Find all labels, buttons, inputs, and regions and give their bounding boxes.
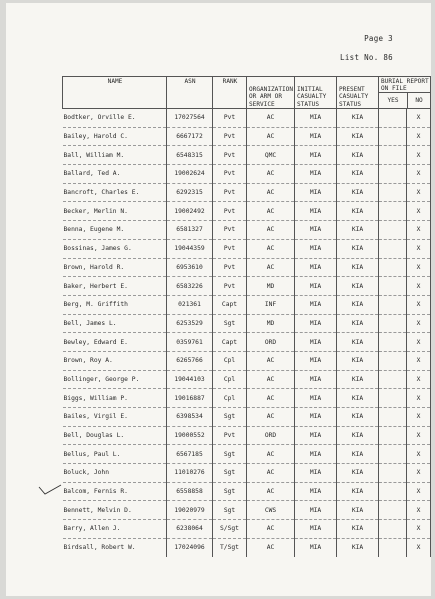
cell-burial-no: X <box>407 501 431 520</box>
cell-initial-status: MIA <box>295 351 337 370</box>
cell-burial-yes <box>379 146 407 165</box>
cell-rank: Sgt <box>213 464 247 483</box>
cell-initial-status: MIA <box>295 426 337 445</box>
table-row <box>63 408 431 427</box>
cell-rank: Sgt <box>213 314 247 333</box>
cell-burial-yes <box>379 202 407 221</box>
cell-initial-status: MIA <box>295 146 337 165</box>
cell-rank: Pvt <box>213 127 247 146</box>
cell-initial-status: MIA <box>295 202 337 221</box>
cell-org: QMC <box>247 146 295 165</box>
cell-burial-yes <box>379 351 407 370</box>
cell-name: Brown, Harold R. <box>63 258 167 277</box>
col-asn: ASN <box>167 77 213 109</box>
cell-initial-status: MIA <box>295 183 337 202</box>
cell-asn: 11010276 <box>167 464 213 483</box>
cell-burial-yes <box>379 538 407 556</box>
cell-org: AC <box>247 127 295 146</box>
cell-org: ORD <box>247 333 295 352</box>
cell-rank: Pvt <box>213 277 247 296</box>
page-number: Page 3 <box>364 34 393 43</box>
cell-name: Bancroft, Charles E. <box>63 183 167 202</box>
cell-org: INF <box>247 295 295 314</box>
cell-burial-no: X <box>407 165 431 184</box>
cell-asn: 19044359 <box>167 239 213 258</box>
cell-name: Bossinas, James G. <box>63 239 167 258</box>
cell-org: AC <box>247 221 295 240</box>
cell-asn: 6567185 <box>167 445 213 464</box>
cell-rank: Pvt <box>213 146 247 165</box>
cell-asn: 6238064 <box>167 520 213 539</box>
cell-org: AC <box>247 538 295 556</box>
cell-initial-status: MIA <box>295 482 337 501</box>
cell-org: AC <box>247 165 295 184</box>
table-row <box>63 165 431 184</box>
cell-burial-yes <box>379 109 407 128</box>
cell-name: Birdsall, Robert W. <box>63 538 167 556</box>
cell-org: AC <box>247 408 295 427</box>
cell-asn: 19002624 <box>167 165 213 184</box>
cell-present-status: KIA <box>337 277 379 296</box>
cell-name: Berg, M. Griffith <box>63 295 167 314</box>
cell-rank: Capt <box>213 295 247 314</box>
cell-burial-no: X <box>407 389 431 408</box>
cell-org: AC <box>247 464 295 483</box>
table-row <box>63 295 431 314</box>
cell-name: Bollinger, George P. <box>63 370 167 389</box>
col-org: ORGANIZATION OR ARM OR SERVICE <box>247 77 295 109</box>
cell-initial-status: MIA <box>295 277 337 296</box>
col-present-status: PRESENT CASUALTY STATUS <box>337 77 379 109</box>
table-row <box>63 258 431 277</box>
casualty-table <box>62 76 431 557</box>
cell-initial-status: MIA <box>295 109 337 128</box>
cell-asn: 6253529 <box>167 314 213 333</box>
cell-present-status: KIA <box>337 109 379 128</box>
cell-burial-no: X <box>407 351 431 370</box>
cell-burial-no: X <box>407 464 431 483</box>
cell-burial-yes <box>379 239 407 258</box>
cell-org: AC <box>247 202 295 221</box>
cell-burial-yes <box>379 295 407 314</box>
cell-present-status: KIA <box>337 482 379 501</box>
cell-rank: Cpl <box>213 351 247 370</box>
cell-present-status: KIA <box>337 408 379 427</box>
col-burial-report <box>379 77 431 109</box>
cell-rank: T/Sgt <box>213 538 247 556</box>
cell-rank: Sgt <box>213 482 247 501</box>
cell-burial-yes <box>379 165 407 184</box>
cell-burial-yes <box>379 389 407 408</box>
cell-asn: 6667172 <box>167 127 213 146</box>
table-row <box>63 538 431 556</box>
cell-burial-no: X <box>407 258 431 277</box>
cell-rank: Pvt <box>213 183 247 202</box>
cell-present-status: KIA <box>337 239 379 258</box>
cell-org: AC <box>247 482 295 501</box>
cell-rank: Sgt <box>213 408 247 427</box>
table-row <box>63 221 431 240</box>
cell-burial-no: X <box>407 426 431 445</box>
cell-present-status: KIA <box>337 389 379 408</box>
cell-org: CWS <box>247 501 295 520</box>
table-row <box>63 389 431 408</box>
table-row <box>63 146 431 165</box>
cell-org: AC <box>247 183 295 202</box>
cell-rank: Pvt <box>213 258 247 277</box>
cell-present-status: KIA <box>337 351 379 370</box>
cell-rank: Pvt <box>213 426 247 445</box>
cell-name: Biggs, William P. <box>63 389 167 408</box>
cell-initial-status: MIA <box>295 295 337 314</box>
cell-burial-yes <box>379 445 407 464</box>
cell-name: Bodtker, Orville E. <box>63 109 167 128</box>
cell-rank: Capt <box>213 333 247 352</box>
cell-name: Bellus, Paul L. <box>63 445 167 464</box>
cell-name: Benna, Eugene M. <box>63 221 167 240</box>
cell-burial-no: X <box>407 109 431 128</box>
cell-present-status: KIA <box>337 183 379 202</box>
cell-burial-no: X <box>407 221 431 240</box>
table-row <box>63 464 431 483</box>
cell-name: Bell, James L. <box>63 314 167 333</box>
cell-name: Balcom, Fernis R. <box>63 482 167 501</box>
cell-name: Bailey, Harold C. <box>63 127 167 146</box>
cell-present-status: KIA <box>337 445 379 464</box>
cell-org: AC <box>247 239 295 258</box>
cell-present-status: KIA <box>337 520 379 539</box>
cell-initial-status: MIA <box>295 127 337 146</box>
table-row <box>63 239 431 258</box>
cell-burial-no: X <box>407 333 431 352</box>
cell-burial-no: X <box>407 277 431 296</box>
cell-present-status: KIA <box>337 538 379 556</box>
cell-asn: 6398534 <box>167 408 213 427</box>
table-row <box>63 426 431 445</box>
cell-rank: Cpl <box>213 370 247 389</box>
cell-rank: S/Sgt <box>213 520 247 539</box>
cell-burial-yes <box>379 426 407 445</box>
cell-present-status: KIA <box>337 221 379 240</box>
table-row <box>63 127 431 146</box>
check-mark-icon <box>38 484 62 496</box>
cell-rank: Cpl <box>213 389 247 408</box>
cell-asn: 6558858 <box>167 482 213 501</box>
cell-initial-status: MIA <box>295 538 337 556</box>
cell-burial-yes <box>379 277 407 296</box>
header-row <box>63 77 431 109</box>
cell-burial-no: X <box>407 538 431 556</box>
cell-asn: 19002492 <box>167 202 213 221</box>
table-row <box>63 445 431 464</box>
cell-name: Barry, Allen J. <box>63 520 167 539</box>
cell-org: AC <box>247 109 295 128</box>
cell-org: AC <box>247 258 295 277</box>
cell-asn: 6548315 <box>167 146 213 165</box>
cell-present-status: KIA <box>337 314 379 333</box>
cell-initial-status: MIA <box>295 239 337 258</box>
col-yes: YES <box>379 93 408 108</box>
table-row <box>63 501 431 520</box>
cell-initial-status: MIA <box>295 258 337 277</box>
burial-report-label: BURIAL REPORT ON FILE <box>381 78 429 93</box>
cell-name: Bennett, Melvin D. <box>63 501 167 520</box>
cell-burial-yes <box>379 464 407 483</box>
table-row <box>63 183 431 202</box>
cell-present-status: KIA <box>337 370 379 389</box>
cell-burial-no: X <box>407 445 431 464</box>
cell-present-status: KIA <box>337 202 379 221</box>
cell-org: MD <box>247 314 295 333</box>
cell-burial-no: X <box>407 520 431 539</box>
cell-initial-status: MIA <box>295 221 337 240</box>
cell-rank: Sgt <box>213 501 247 520</box>
table-row <box>63 370 431 389</box>
list-number: List No. 86 <box>340 53 393 62</box>
cell-name: Baker, Herbert E. <box>63 277 167 296</box>
table-row <box>63 482 431 501</box>
cell-asn: 0359761 <box>167 333 213 352</box>
cell-present-status: KIA <box>337 165 379 184</box>
cell-burial-no: X <box>407 146 431 165</box>
cell-burial-no: X <box>407 295 431 314</box>
cell-burial-no: X <box>407 314 431 333</box>
cell-burial-yes <box>379 314 407 333</box>
cell-present-status: KIA <box>337 501 379 520</box>
cell-asn: 6581327 <box>167 221 213 240</box>
cell-org: AC <box>247 370 295 389</box>
cell-burial-yes <box>379 520 407 539</box>
cell-burial-yes <box>379 333 407 352</box>
col-rank: RANK <box>213 77 247 109</box>
cell-burial-no: X <box>407 202 431 221</box>
cell-burial-yes <box>379 501 407 520</box>
cell-rank: Pvt <box>213 109 247 128</box>
cell-rank: Pvt <box>213 239 247 258</box>
cell-burial-yes <box>379 258 407 277</box>
cell-initial-status: MIA <box>295 314 337 333</box>
table-row <box>63 314 431 333</box>
cell-name: Bewley, Edward E. <box>63 333 167 352</box>
table-row <box>63 109 431 128</box>
cell-rank: Sgt <box>213 445 247 464</box>
cell-asn: 17024096 <box>167 538 213 556</box>
cell-initial-status: MIA <box>295 165 337 184</box>
cell-burial-yes <box>379 221 407 240</box>
cell-asn: 17027564 <box>167 109 213 128</box>
cell-rank: Pvt <box>213 165 247 184</box>
cell-name: Bailes, Virgil E. <box>63 408 167 427</box>
cell-asn: 6583226 <box>167 277 213 296</box>
cell-burial-no: X <box>407 408 431 427</box>
cell-org: AC <box>247 351 295 370</box>
cell-present-status: KIA <box>337 258 379 277</box>
cell-org: ORD <box>247 426 295 445</box>
cell-org: AC <box>247 389 295 408</box>
cell-initial-status: MIA <box>295 389 337 408</box>
col-name: NAME <box>63 77 167 109</box>
cell-burial-no: X <box>407 370 431 389</box>
cell-name: Bell, Douglas L. <box>63 426 167 445</box>
cell-asn: 6292315 <box>167 183 213 202</box>
cell-burial-yes <box>379 370 407 389</box>
cell-org: AC <box>247 445 295 464</box>
cell-org: AC <box>247 520 295 539</box>
cell-initial-status: MIA <box>295 501 337 520</box>
cell-present-status: KIA <box>337 426 379 445</box>
cell-burial-yes <box>379 482 407 501</box>
cell-present-status: KIA <box>337 127 379 146</box>
cell-rank: Pvt <box>213 202 247 221</box>
cell-name: Brown, Roy A. <box>63 351 167 370</box>
cell-present-status: KIA <box>337 333 379 352</box>
table-row <box>63 351 431 370</box>
cell-name: Becker, Merlin N. <box>63 202 167 221</box>
cell-initial-status: MIA <box>295 370 337 389</box>
col-no: NO <box>415 97 423 104</box>
cell-present-status: KIA <box>337 146 379 165</box>
table-row <box>63 333 431 352</box>
cell-initial-status: MIA <box>295 408 337 427</box>
cell-org: MD <box>247 277 295 296</box>
cell-burial-yes <box>379 127 407 146</box>
cell-name: Boluck, John <box>63 464 167 483</box>
col-initial-status: INITIAL CASUALTY STATUS <box>295 77 337 109</box>
cell-asn: 6953610 <box>167 258 213 277</box>
cell-initial-status: MIA <box>295 445 337 464</box>
cell-burial-yes <box>379 183 407 202</box>
cell-burial-no: X <box>407 127 431 146</box>
table-row <box>63 277 431 296</box>
table-body <box>63 109 431 557</box>
cell-burial-yes <box>379 408 407 427</box>
cell-rank: Pvt <box>213 221 247 240</box>
table-row <box>63 520 431 539</box>
cell-asn: 19044103 <box>167 370 213 389</box>
cell-burial-no: X <box>407 239 431 258</box>
cell-asn: 6265766 <box>167 351 213 370</box>
cell-initial-status: MIA <box>295 464 337 483</box>
cell-present-status: KIA <box>337 295 379 314</box>
cell-asn: 19020979 <box>167 501 213 520</box>
cell-asn: 19000552 <box>167 426 213 445</box>
cell-initial-status: MIA <box>295 333 337 352</box>
cell-asn: 021361 <box>167 295 213 314</box>
cell-present-status: KIA <box>337 464 379 483</box>
cell-asn: 19016887 <box>167 389 213 408</box>
cell-name: Ballard, Ted A. <box>63 165 167 184</box>
cell-initial-status: MIA <box>295 520 337 539</box>
table-row <box>63 202 431 221</box>
cell-burial-no: X <box>407 482 431 501</box>
cell-burial-no: X <box>407 183 431 202</box>
cell-name: Ball, William M. <box>63 146 167 165</box>
